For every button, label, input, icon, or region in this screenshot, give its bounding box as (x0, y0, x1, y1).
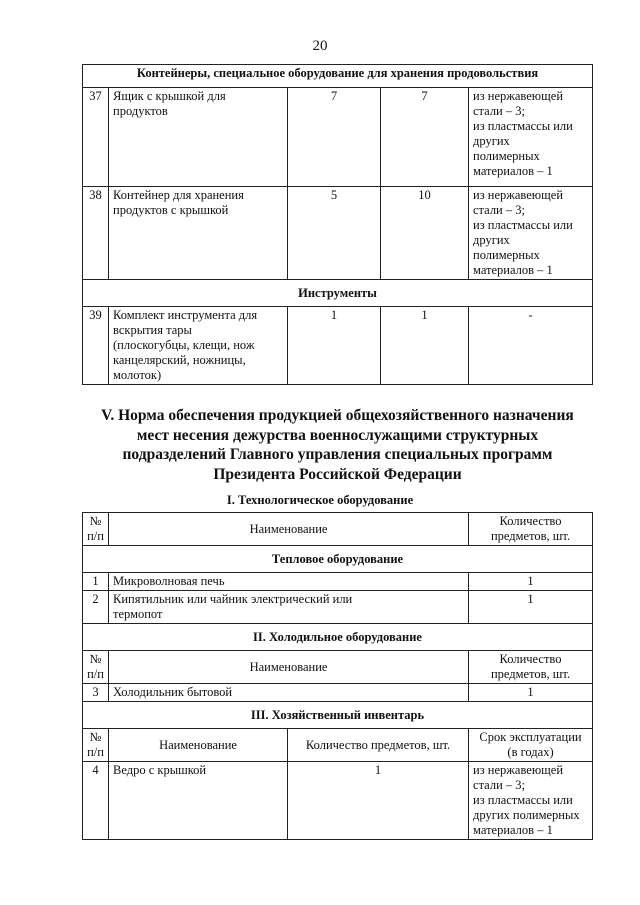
table-row (83, 307, 593, 385)
header-number: № п/п (83, 651, 109, 684)
item-name: Кипятильник или чайник электрический или термопот (109, 591, 469, 624)
quantity-cell: 1 (381, 307, 469, 385)
row-number: 38 (83, 187, 109, 280)
header-name: Наименование (109, 729, 288, 762)
header-name: Наименование (109, 513, 469, 546)
section-containers-heading: Контейнеры, специальное оборудование для хранения продовольствия (83, 65, 593, 88)
table-row (83, 88, 593, 187)
row-number: 37 (83, 88, 109, 187)
header-number: № п/п (83, 513, 109, 546)
table-row (83, 591, 593, 624)
header-service-life: Срок эксплуатации (в годах) (469, 729, 593, 762)
table-row (83, 187, 593, 280)
page-number: 20 (312, 38, 328, 54)
section-iii-heading: III. Хозяйственный инвентарь (83, 702, 593, 729)
quantity-cell: 1 (288, 762, 469, 840)
table-row (83, 684, 593, 702)
table-row (83, 573, 593, 591)
quantity-cell: 1 (469, 573, 593, 591)
item-note: из нержавеющей стали – 3; из пластмассы или других полимерных материалов – 1 (469, 88, 593, 187)
item-name: Комплект инструмента для вскрытия тары (плоскогубцы, клещи, нож канцелярский, ножницы, молоток) (109, 307, 288, 385)
quantity-cell: 1 (469, 684, 593, 702)
row-number: 4 (83, 762, 109, 840)
item-note: - (469, 307, 593, 385)
header-quantity: Количество предметов, шт. (469, 513, 593, 546)
row-number: 3 (83, 684, 109, 702)
item-note: из нержавеющей стали – 3; из пластмассы или других полимерных материалов – 1 (469, 187, 593, 280)
section-ii-heading: II. Холодильное оборудование (83, 624, 593, 651)
quantity-cell: 7 (381, 88, 469, 187)
subsection-i-title: I. Технологическое оборудование (226, 493, 414, 507)
row-number: 1 (83, 573, 109, 591)
item-name: Ведро с крышкой (109, 762, 288, 840)
row-number: 2 (83, 591, 109, 624)
header-name: Наименование (109, 651, 469, 684)
item-name: Ящик с крышкой для продуктов (109, 88, 288, 187)
section-tools-heading: Инструменты (83, 280, 593, 307)
item-name: Микроволновая печь (109, 573, 469, 591)
quantity-cell: 1 (469, 591, 593, 624)
service-life-cell: из нержавеющей стали – 3; из пластмассы или других полимерных материалов – 1 (469, 762, 593, 840)
equipment-table (82, 512, 593, 840)
quantity-cell: 5 (288, 187, 381, 280)
group-heat-heading: Тепловое оборудование (83, 546, 593, 573)
containers-table (82, 64, 593, 385)
table-row (83, 762, 593, 840)
header-quantity: Количество предметов, шт. (469, 651, 593, 684)
header-number: № п/п (83, 729, 109, 762)
quantity-cell: 7 (288, 88, 381, 187)
header-quantity: Количество предметов, шт. (288, 729, 469, 762)
row-number: 39 (83, 307, 109, 385)
quantity-cell: 1 (288, 307, 381, 385)
quantity-cell: 10 (381, 187, 469, 280)
item-name: Контейнер для хранения продуктов с крышкой (109, 187, 288, 280)
section-v-title: V. Норма обеспечения продукцией общехозяйственного назначения мест несения дежурства военнослужащими структурных подразделений Главного управления специальных программ Президента Российской Федерации (101, 407, 574, 483)
item-name: Холодильник бытовой (109, 684, 469, 702)
